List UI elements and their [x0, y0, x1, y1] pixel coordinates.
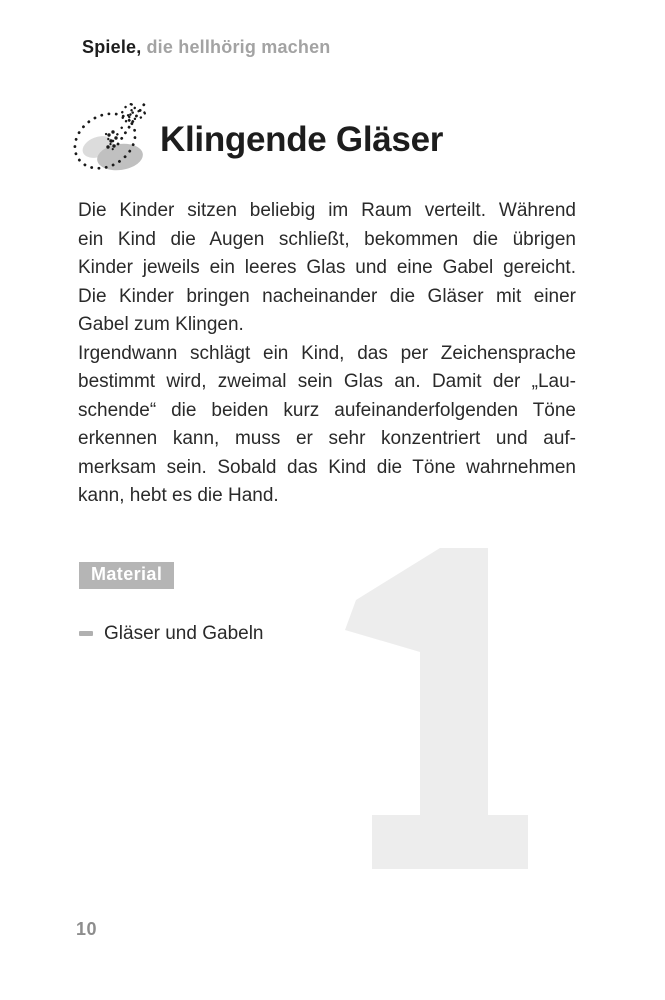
- article-body: [78, 197, 576, 511]
- article-title: Klingende Gläser: [160, 120, 444, 159]
- body-line: schende“ die beiden kurz aufeinanderfolgenden Töne: [78, 399, 576, 421]
- body-line: Die Kinder sitzen beliebig im Raum verteilt. Während: [78, 200, 576, 221]
- running-head-subtitle: die hellhörig machen: [146, 37, 331, 57]
- body-line: kann, hebt es die Hand.: [78, 485, 279, 506]
- running-head-section: Spiele,: [82, 37, 142, 57]
- material-badge: Material: [79, 562, 174, 589]
- body-line: bestimmt wird, zweimal sein Glas an. Damit der „Lau-: [78, 371, 576, 392]
- material-list: [79, 620, 264, 648]
- body-line: merksam sein. Sobald das Kind die Töne wahrnehmen: [78, 456, 576, 478]
- body-line: Die Kinder bringen nacheinander die Gläser mit einer: [78, 285, 576, 307]
- body-line: erkennen kann, muss er sehr konzentriert und auf-: [78, 428, 576, 449]
- body-line: Kinder jeweils ein leeres Glas und eine Gabel gereicht.: [78, 257, 576, 278]
- list-item: [79, 620, 264, 648]
- glass-and-fork-sketch-icon: [68, 94, 154, 182]
- page-number: 10: [76, 919, 98, 939]
- body-line: Gabel zum Klingen.: [78, 314, 244, 335]
- body-line: Irgendwann schlägt ein Kind, das per Zeichensprache: [78, 342, 576, 364]
- chapter-number-watermark: [340, 543, 535, 873]
- material-item-text: Gläser und Gabeln: [104, 623, 264, 644]
- dash-bullet-icon: [79, 631, 93, 636]
- body-line: ein Kind die Augen schließt, bekommen die übrigen: [78, 228, 576, 250]
- article-title-row: [68, 94, 443, 182]
- running-head: [82, 37, 330, 58]
